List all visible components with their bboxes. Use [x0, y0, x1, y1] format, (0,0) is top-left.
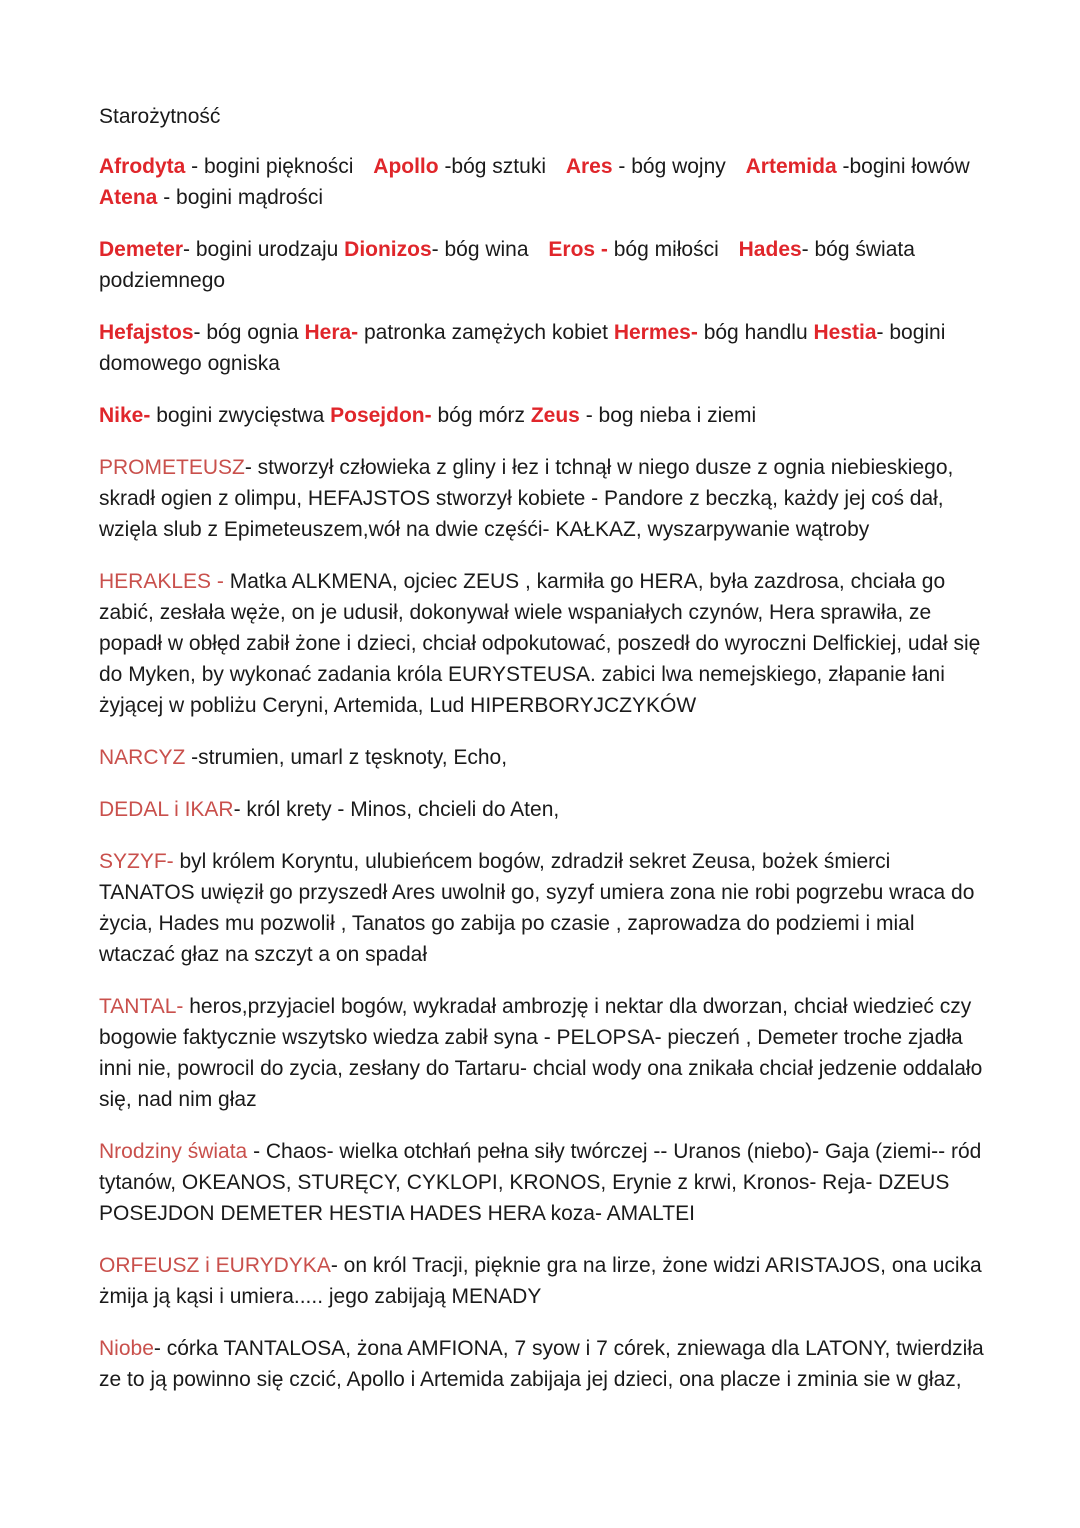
- gods-line-4: [99, 400, 990, 431]
- myth-paragraph: [99, 566, 990, 721]
- god-name: Hades: [738, 238, 802, 261]
- god-name: Artemida: [745, 155, 837, 178]
- myth-title: PROMETEUSZ: [99, 456, 245, 479]
- god-desc: - bóg ognia: [193, 321, 299, 344]
- myth-text: Matka ALKMENA, ojciec ZEUS , karmiła go HERA, była zazdrosa, chciała go zabić, zesłała węże, on je udusił, dokonywał wiele wspaniałych czynów, Hera sprawiła, ze popadł w obłęd zabił żone i dzieci, chciał odpokutować, poszedł do wyroczni Delfickiej, udał się do Myken, by wykonać zadania króla EURYSTEUSA. zabici lwa nemejskiego, złapanie łani żyjącej w pobliżu Ceryni, Artemida, Lud HIPERBORYJCZYKÓW: [99, 570, 981, 717]
- god-desc: bóg handlu: [697, 321, 808, 344]
- myth-text: byl królem Koryntu, ulubieńcem bogów, zdradził sekret Zeusa, bożek śmierci TANATOS uwięził go przyszedł Ares uwolnił go, syzyf umiera zona nie robi pogrzebu wraca do życia, Hades mu pozwolił , Tanatos go zabija po czasie , zaprowadza do podziemi i mial wtaczać głaz na szczyt a on spadał: [99, 850, 975, 966]
- god-desc: - bogini mądrości: [157, 186, 324, 209]
- myth-text: heros,przyjaciel bogów, wykradał ambrozję i nektar dla dworzan, chciał wiedzieć czy bogowie faktycznie wszytsko wiedza zabił syna - PELOPSA- pieczeń , Demeter troche zjadła inni nie, powrocil do zycia, zesłany do Tartaru- chcial wody ona znikała chciał jedzenie oddalało się, nad nim głaz: [99, 995, 983, 1111]
- god-name: Hera-: [304, 321, 359, 344]
- myth-paragraph: [99, 846, 990, 970]
- myth-text: -strumien, umarl z tęsknoty, Echo,: [185, 746, 508, 769]
- god-name: Afrodyta: [99, 155, 186, 178]
- gods-line-1: [99, 151, 990, 213]
- god-desc: patronka zamężych kobiet: [358, 321, 608, 344]
- myth-text: - on król Tracji, pięknie gra na lirze, żone widzi ARISTAJOS, ona ucika żmija ją kąsi i umiera..... jego zabijają MENADY: [99, 1254, 982, 1308]
- god-desc: - bóg wojny: [612, 155, 726, 178]
- god-desc: - bóg świata podziemnego: [99, 238, 915, 292]
- myth-paragraph: [99, 1250, 990, 1312]
- myth-paragraph: [99, 991, 990, 1115]
- god-name: Ares: [565, 155, 613, 178]
- myth-title: Niobe: [99, 1337, 154, 1360]
- god-desc: bóg miłości: [607, 238, 719, 261]
- myth-text: - stworzył człowieka z gliny i łez i tchnął w niego dusze z ognia niebieskiego, skradł ogien z olimpu, HEFAJSTOS stworzył kobiete - Pandore z beczką, każdy jej coś dał, wzięla slub z Epimeteuszem,wół na dwie częśći- KAŁKAZ, wyszarpywanie wątroby: [99, 456, 954, 541]
- myth-title: ORFEUSZ i EURYDYKA: [99, 1254, 331, 1277]
- document-title: Starożytność: [99, 105, 221, 128]
- myth-title: TANTAL-: [99, 995, 184, 1018]
- gods-line-2: [99, 234, 990, 296]
- god-desc: - bogini domowego ogniska: [99, 321, 946, 375]
- myth-title: DEDAL i IKAR: [99, 798, 234, 821]
- god-desc: bóg mórz: [431, 404, 525, 427]
- god-name: Hefajstos: [99, 321, 194, 344]
- god-name: Atena: [99, 186, 158, 209]
- god-name: Posejdon-: [330, 404, 432, 427]
- myth-text: - Chaos- wielka otchłań pełna siły twórczej -- Uranos (niebo)- Gaja (ziemi-- ród tytanów, OKEANOS, STURĘCY, CYKLOPI, KRONOS, Erynie z krwi, Kronos- Reja- DZEUS POSEJDON DEMETER HESTIA HADES HERA koza- AMALTEI: [99, 1140, 982, 1225]
- god-name: Apollo: [373, 155, 439, 178]
- god-desc: -bóg sztuki: [438, 155, 546, 178]
- god-desc: - bog nieba i ziemi: [579, 404, 757, 427]
- god-name: Demeter: [99, 238, 184, 261]
- myth-paragraph: [99, 1333, 990, 1395]
- god-name: Zeus: [530, 404, 580, 427]
- myth-paragraph: [99, 1136, 990, 1229]
- myth-text: - córka TANTALOSA, żona AMFIONA, 7 syow i 7 córek, zniewaga dla LATONY, twierdziła ze to ją powinno się czcić, Apollo i Artemida zabijaja jej dzieci, ona placze i zminia sie w głaz,: [99, 1337, 984, 1391]
- god-name: Hestia: [813, 321, 877, 344]
- god-desc: bogini zwycięstwa: [150, 404, 325, 427]
- god-name: Dionizos: [344, 238, 432, 261]
- myth-paragraph: [99, 452, 990, 545]
- god-name: Hermes-: [613, 321, 698, 344]
- god-name: Nike-: [99, 404, 151, 427]
- myth-title: NARCYZ: [99, 746, 186, 769]
- god-desc: - bogini urodzaju: [183, 238, 339, 261]
- god-desc: - bóg wina: [431, 238, 529, 261]
- gods-line-3: [99, 317, 990, 379]
- god-name: Eros -: [548, 238, 608, 261]
- myth-text: - król krety - Minos, chcieli do Aten,: [233, 798, 560, 821]
- myth-title: Nrodziny świata: [99, 1140, 248, 1163]
- myth-title: HERAKLES -: [99, 570, 224, 593]
- myth-title: SYZYF-: [99, 850, 174, 873]
- myth-paragraph: [99, 794, 990, 825]
- myth-paragraph: [99, 742, 990, 773]
- god-desc: - bogini piękności: [185, 155, 354, 178]
- god-desc: -bogini łowów: [836, 155, 970, 178]
